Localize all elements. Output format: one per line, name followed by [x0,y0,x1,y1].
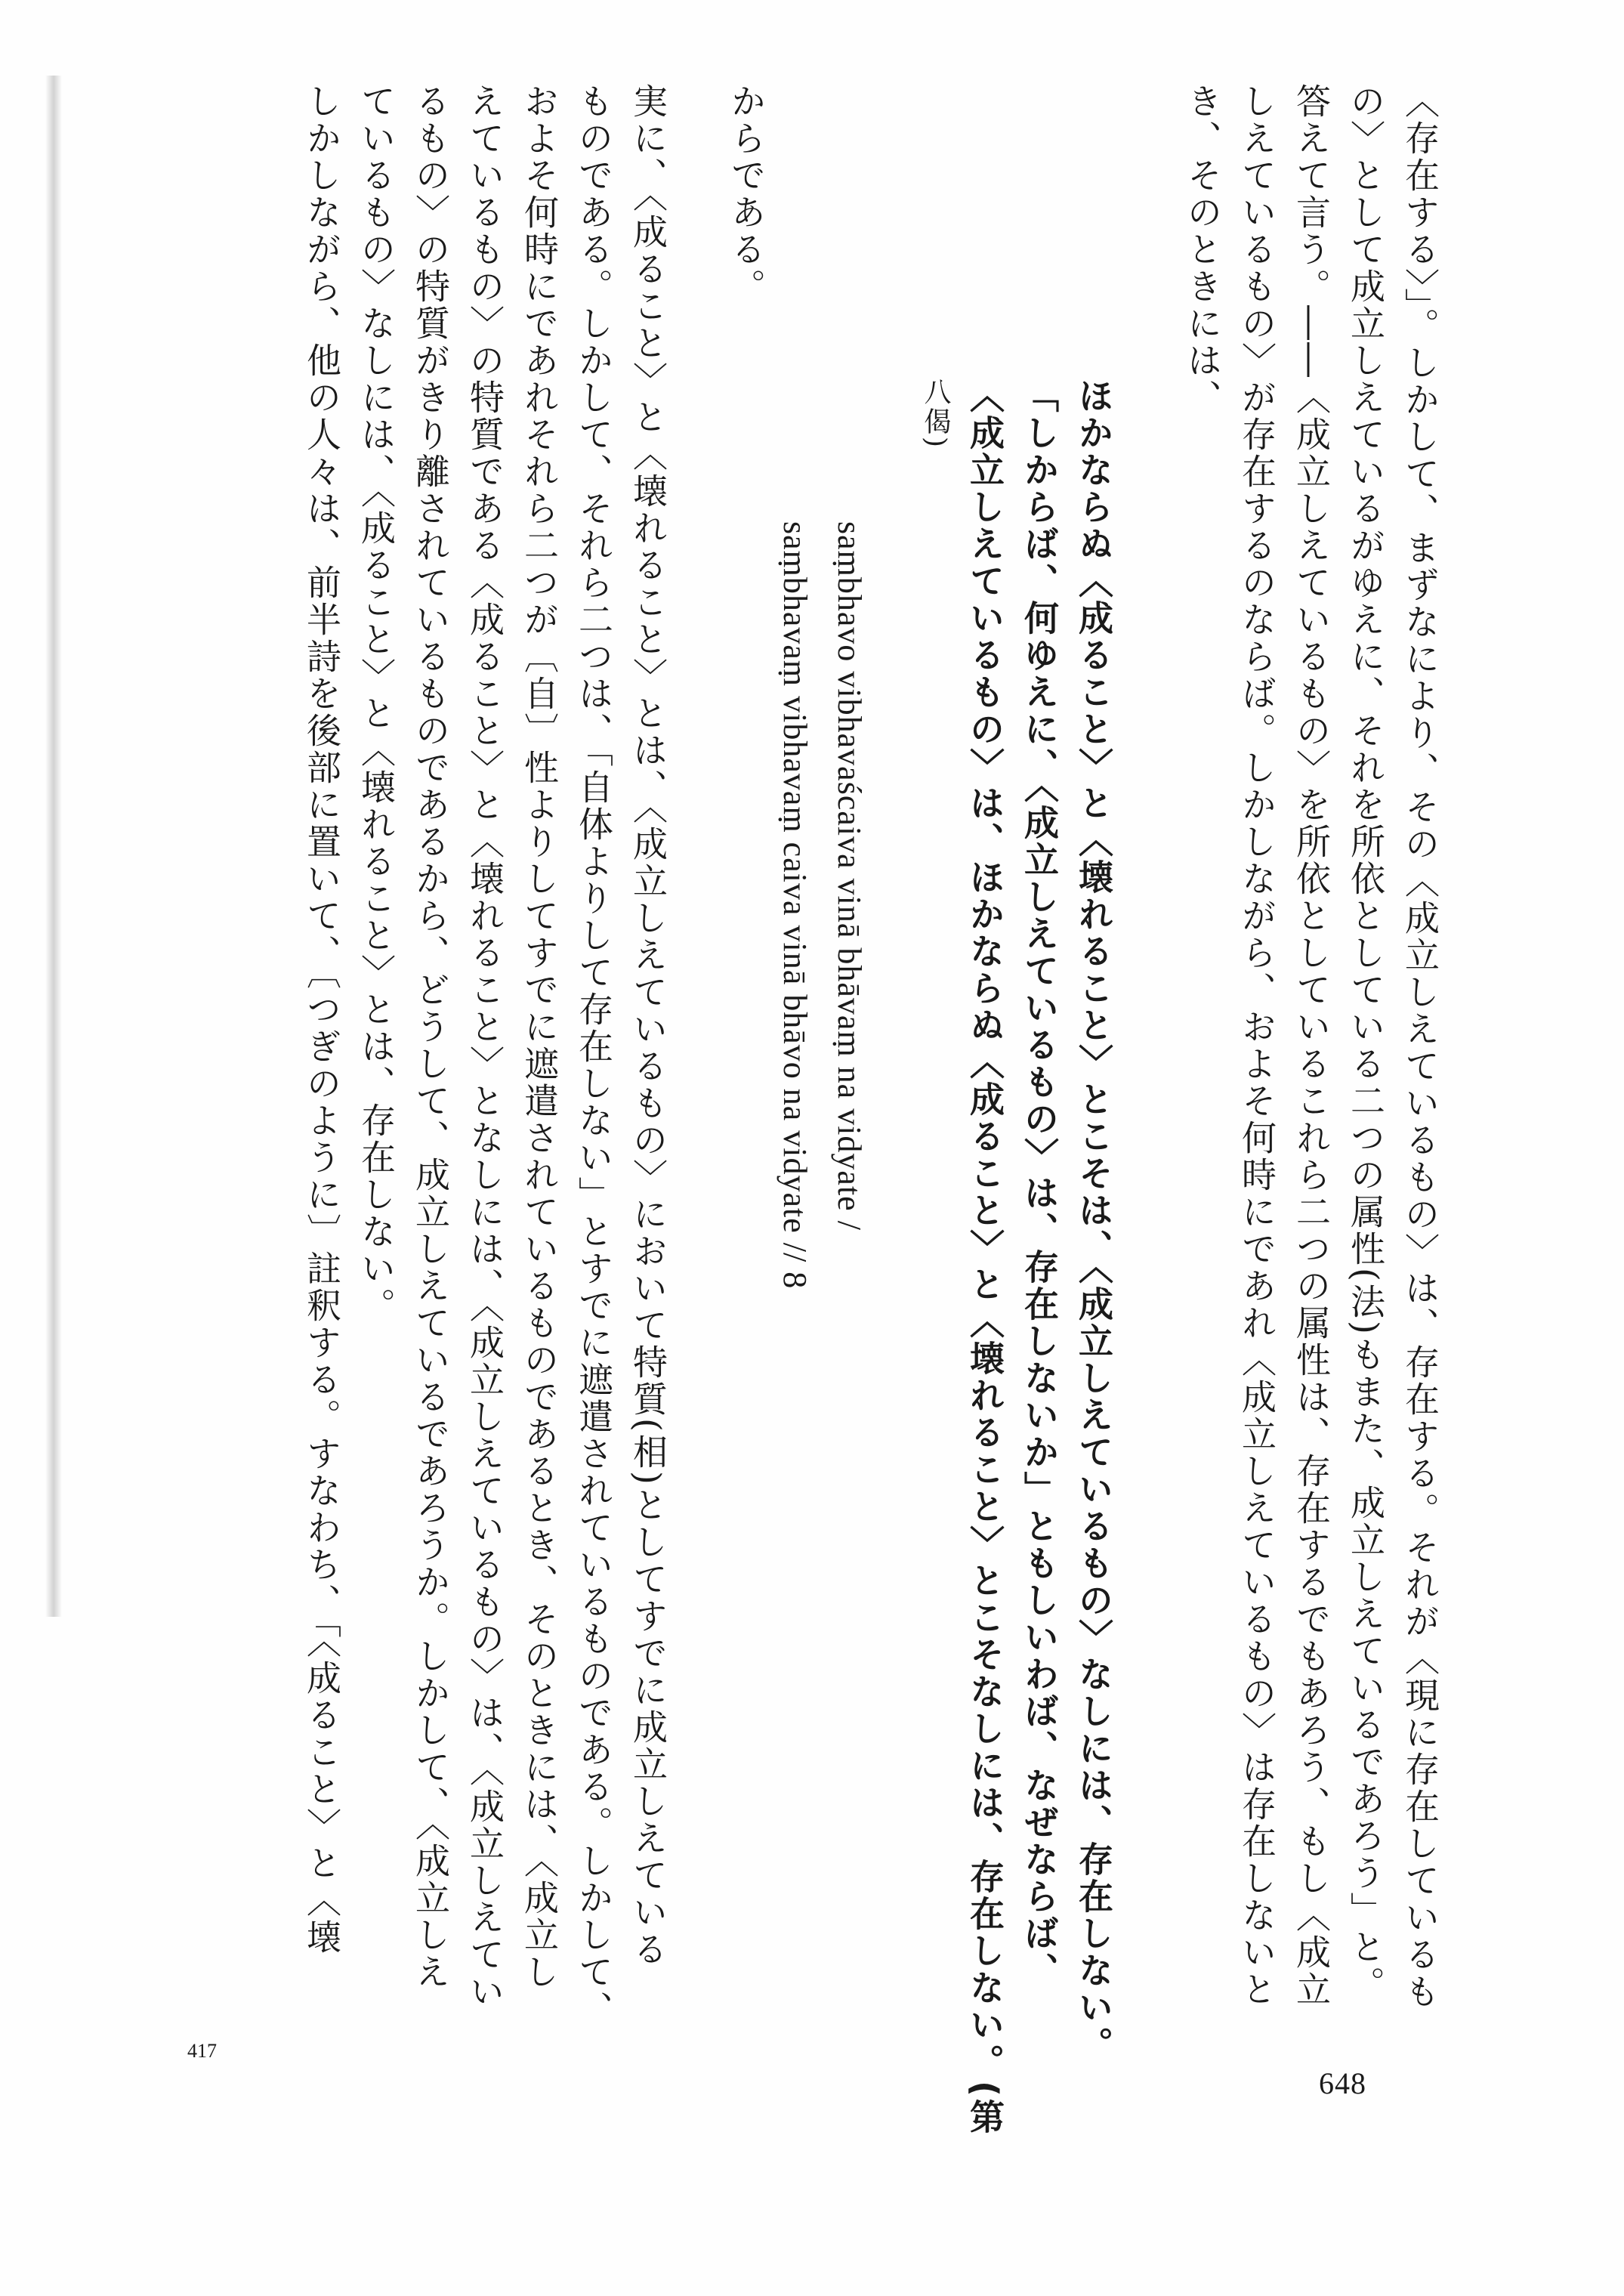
text-column-6: からである。 [726,83,767,305]
sanskrit-verse-line-2: saṃbhavaṃ vibhavaṃ caiva vinā bhāvo na vidyate // 8 [776,521,814,1290]
scan-edge-shadow [45,76,62,1617]
verse-translation-line-1: ほかならぬ〈成ること〉と〈壊れること〉とこそは、〈成立しえているもの〉なしには、存在しない。 [1073,378,1114,2063]
text-column-13: しかしながら、他の人々は、前半詩を後部に置いて、〔つぎのように〕註釈する。すなわち、「〈成ること〉と〈壊 [301,83,342,1956]
text-column-2: の〉として成立しえているがゆえに、それを所依としている二つの属性(法)もまた、成立しえているであろう」と。 [1345,83,1386,2003]
verse-number-label: 八偈) [920,378,951,450]
verse-translation-line-3: 〈成立しえているもの〉は、ほかならぬ〈成ること〉と〈壊れること〉とこそなしには、存在しない。(第 [965,378,1005,2137]
text-column-10: えているもの〉の特質である〈成ること〉と〈壊れること〉となしには、〈成立しえているもの〉は、〈成立しえてい [465,83,505,2010]
sanskrit-verse-line-1: saṃbhavo vibhavaścaiva vinā bhāvaṃ na vidyate / [831,521,868,1231]
page-number: 648 [1319,2066,1366,2100]
text-column-7: 実に、〈成ること〉と〈壊れること〉とは、〈成立しえているもの〉において特質(相)としてすでに成立しえている [628,83,668,1968]
verse-translation-line-2: 「しからば、何ゆえに、〈成立しえているもの〉は、存在しないか」ともしいわば、なぜならば、 [1019,378,1060,1989]
text-column-3: 答えて言う。――〈成立しえているもの〉を所依としているこれら二つの属性は、存在するでもあろう、もし〈成立 [1291,83,1332,2008]
text-column-8: ものである。しかして、それら二つは、「自体よりして存在しない」とすでに遮遣されているものである。しかして、 [573,83,614,2028]
text-column-11: るもの〉の特質がきり離されているものであるから、どうして、成立しえているであろうか。しかして、〈成立しえ [410,83,451,1991]
text-column-12: ているもの〉なしには、〈成ること〉と〈壊れること〉とは、存在しない。 [356,83,397,1324]
margin-page-number: 417 [187,2040,217,2062]
text-column-5: き、そのときには、 [1182,83,1223,416]
text-column-9: およそ何時にであれそれら二つが〔自〕性よりしてすでに遮遣されているものであるとき、そのときには、〈成立し [519,83,560,1991]
text-column-1: 〈存在する〉」。しかして、まずなにより、その〈成立しえているもの〉は、存在する。それが〈現に存在しているも [1400,83,1440,2010]
text-column-4: しえているもの〉が存在するのならば。しかしながら、およそ何時にであれ〈成立しえているもの〉は存在しないと [1237,83,1277,2008]
